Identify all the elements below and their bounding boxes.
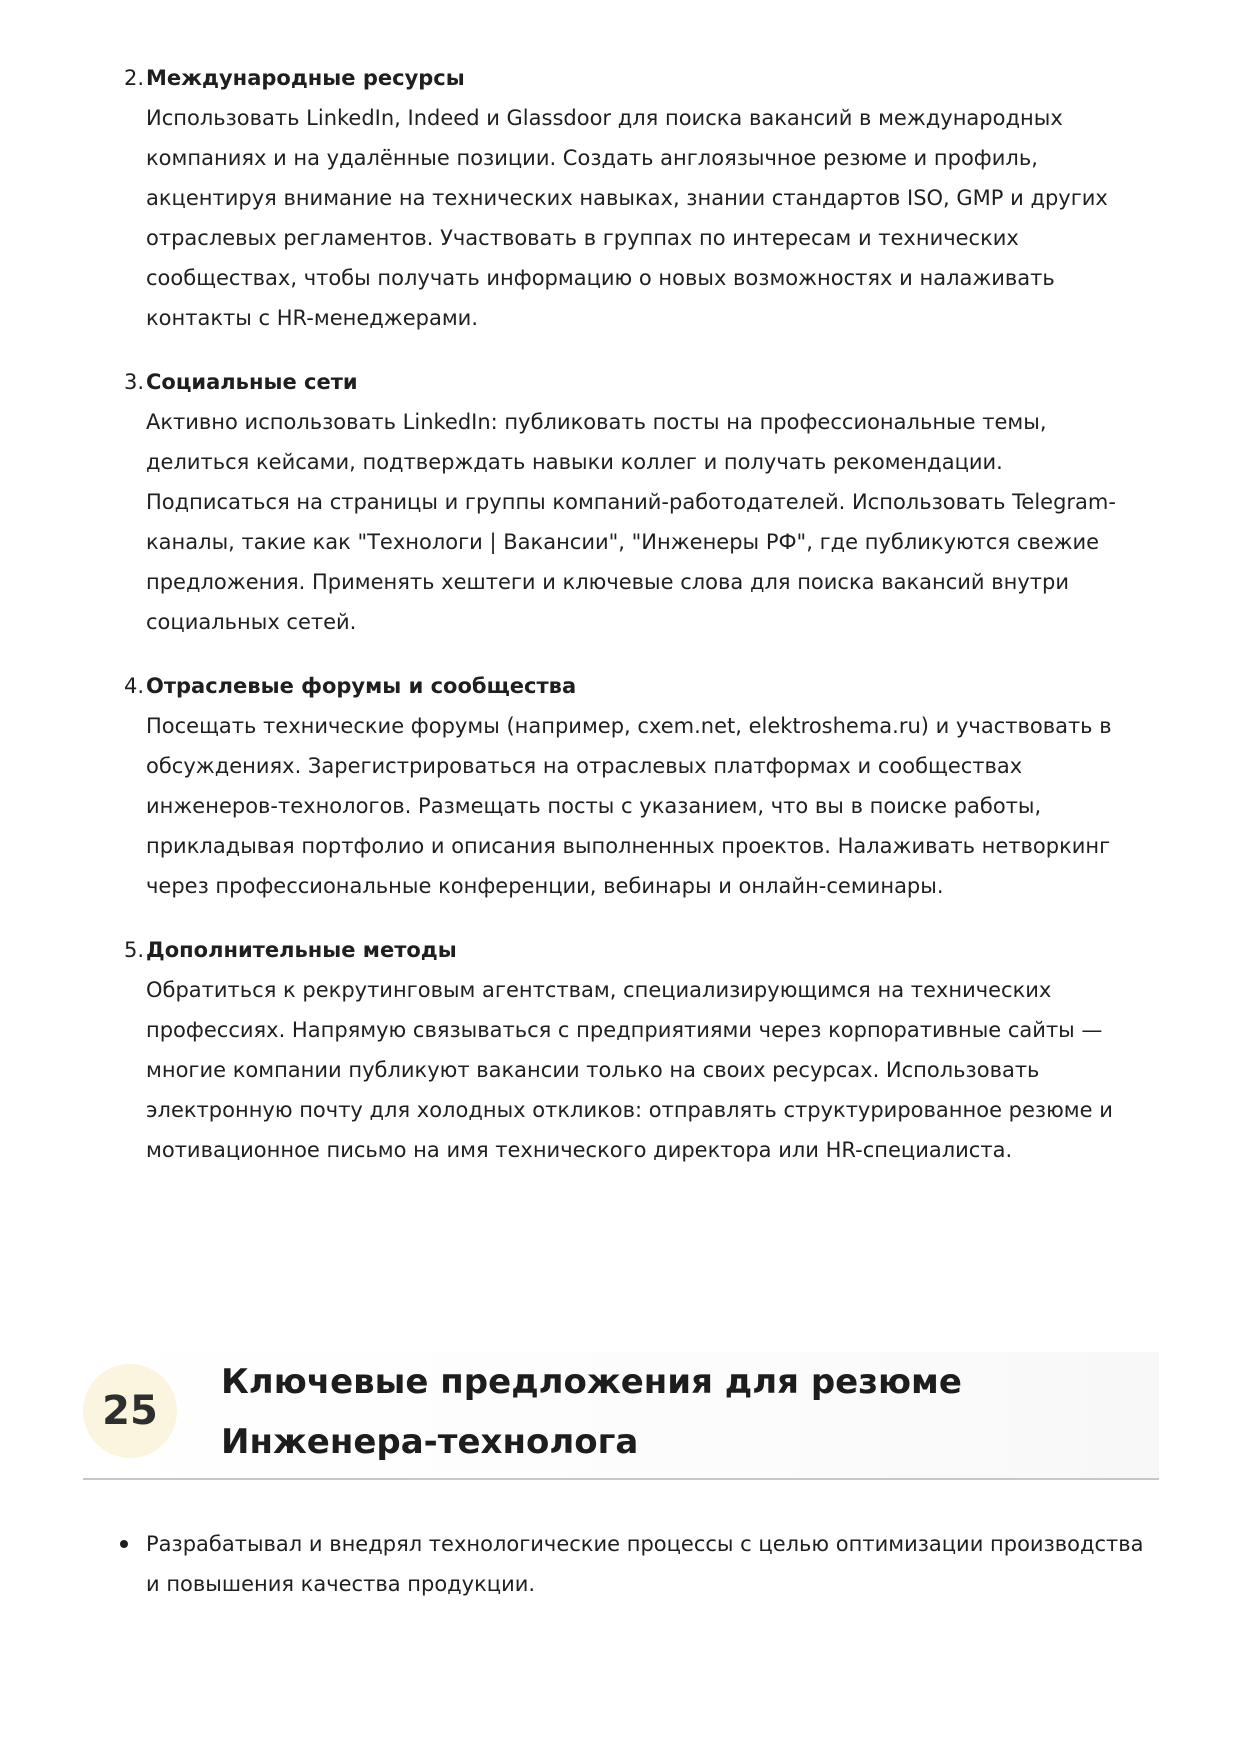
numbered-list (0, 58, 1239, 1194)
list-item-number: 5. (123, 938, 144, 962)
list-item-text: Обратиться к рекрутинговым агентствам, специализирующимся на технических профессиях. Напрямую связываться с предприятиями через корпоративные сайты — многие компании публикуют вакансии только на своих ресурсах. Использовать электронную почту для холодных откликов: отправлять структурированное резюме и мотивационное письмо на имя технического директора или HR-специалиста. (146, 978, 1113, 1162)
list-item-text: Использовать LinkedIn, Indeed и Glassdoor для поиска вакансий в международных компаниях и на удалённые позиции. Создать англоязычное резюме и профиль, акцентируя внимание на технических навыках, знании стандартов ISO, GMP и других отраслевых регламентов. Участвовать в группах по интересам и технических сообществах, чтобы получать информацию о новых возможностях и налаживать контакты с HR-менеджерами. (146, 106, 1108, 330)
bullet-text: Разрабатывал и внедрял технологические процессы с целью оптимизации производства и повышения качества продукции. (146, 1532, 1144, 1596)
list-item-title: Отраслевые форумы и сообщества (146, 674, 577, 698)
list-item-title: Международные ресурсы (146, 66, 465, 90)
list-item-title: Дополнительные методы (146, 938, 457, 962)
bullet-dot-icon (120, 1540, 128, 1548)
list-item (123, 58, 1151, 338)
section-number-badge: 25 (83, 1364, 177, 1458)
bullet-list (146, 1524, 1151, 1604)
list-item-number: 3. (123, 370, 144, 394)
list-item (123, 930, 1151, 1170)
list-item-text: Посещать технические форумы (например, cxem.net, elektroshema.ru) и участвовать в обсуждениях. Зарегистрироваться на отраслевых платформах и сообществах инженеров-технологов. Размещать посты с указанием, что вы в поиске работы, прикладывая портфолио и описания выполненных проектов. Налаживать нетворкинг через профессиональные конференции, вебинары и онлайн-семинары. (146, 714, 1112, 898)
list-item (123, 666, 1151, 906)
list-item-text: Активно использовать LinkedIn: публиковать посты на профессиональные темы, делиться кейсами, подтверждать навыки коллег и получать рекомендации. Подписаться на страницы и группы компаний-работодателей. Использовать Telegram-каналы, такие как "Технологи | Вакансии", "Инженеры РФ", где публикуются свежие предложения. Применять хештеги и ключевые слова для поиска вакансий внутри социальных сетей. (146, 410, 1116, 634)
list-item-number: 2. (123, 66, 144, 90)
section-header (83, 1352, 1159, 1480)
bullet-item (146, 1524, 1151, 1604)
list-item (123, 362, 1151, 642)
list-item-number: 4. (123, 674, 144, 698)
list-item-title: Социальные сети (146, 370, 358, 394)
section-title: Ключевые предложения для резюме Инженера-технолога (221, 1362, 962, 1462)
